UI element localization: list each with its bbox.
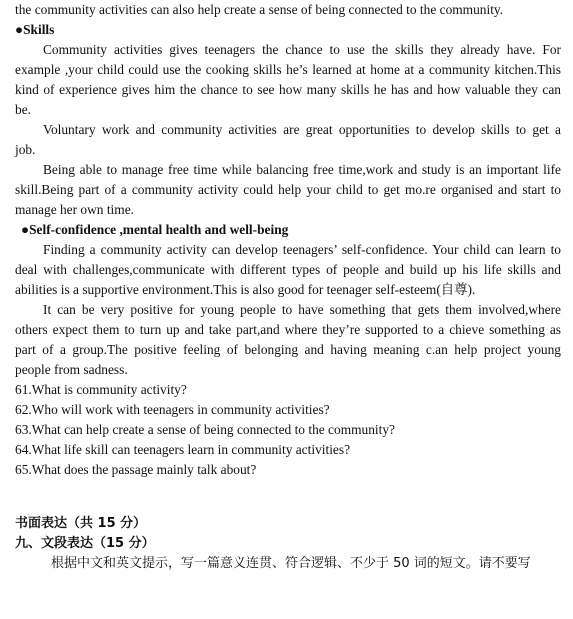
paragraph-line: It can be very positive for young people to have something that gets them involved,where [43,302,561,317]
bullet-icon: ● [21,222,30,237]
question-62: 62.Who will work with teenagers in community activities? [15,402,330,417]
intro-tail-line: the community activities can also help create a sense of being connected to the community. [15,2,504,17]
bullet-icon: ● [15,22,24,37]
document-page [15,0,561,574]
question-61: 61.What is community activity? [15,382,187,397]
question-63: 63.What can help create a sense of being connected to the community? [15,422,395,437]
writing-instruction: 根据中文和英文提示，写一篇意义连贯、符合逻辑、不少于 50 词的短文。请不要写 [51,556,531,571]
paragraph-line: deal with challenges,communicate with different types of people and build up his life skills and [15,262,561,277]
paragraph-line: others expect them to turn up and take part,and where they’re supported to a chieve something as [15,322,561,337]
confidence-heading-text: Self-confidence ,mental health and well-being [29,222,289,237]
paragraph-line: manage her own time. [15,202,134,217]
skills-paragraph-1 [15,40,561,120]
paragraph-line: Community activities gives teenagers the chance to use the skills they already have. For [43,42,561,57]
question-list [15,380,561,480]
paragraph-line: skill.Being part of a community activity could help your child to get mo.re organised and start to [15,182,561,197]
paragraph-line: example ,your child could use the cooking skills he’s learned at home at a community kitchen.This [15,62,561,77]
paragraph-line: be. [15,102,31,117]
question-64: 64.What life skill can teenagers learn in community activities? [15,442,351,457]
writing-subsection-title: 九、文段表达（15 分） [15,536,155,551]
skills-paragraph-3 [15,160,561,220]
writing-section-title: 书面表达（共 15 分） [15,516,147,531]
confidence-heading [15,220,561,240]
confidence-paragraph-2 [15,300,561,380]
skills-paragraph-2 [15,120,561,160]
writing-section [15,514,561,574]
paragraph-line: Being able to manage free time while balancing free time,work and study is an important life [43,162,561,177]
paragraph-line: Finding a community activity can develop teenagers’ self-confidence. Your child can learn to [43,242,561,257]
question-65: 65.What does the passage mainly talk about? [15,462,257,477]
paragraph-line: job. [15,142,36,157]
skills-heading-text: Skills [23,22,55,37]
paragraph-line: abilities is a supportive environment.This is also good for teenager self-esteem(自尊). [15,282,476,297]
paragraph-line: part of a group.The positive feeling of belonging and having meaning c.an help project young [15,342,561,357]
section-spacer [15,480,561,514]
skills-heading [15,20,561,40]
paragraph-line: Voluntary work and community activities are great opportunities to develop skills to get a [43,122,561,137]
confidence-paragraph-1 [15,240,561,300]
paragraph-line: people from sadness. [15,362,128,377]
paragraph-line: kind of experience gives him the chance to see how many skills he has and how valuable they can [15,82,561,97]
